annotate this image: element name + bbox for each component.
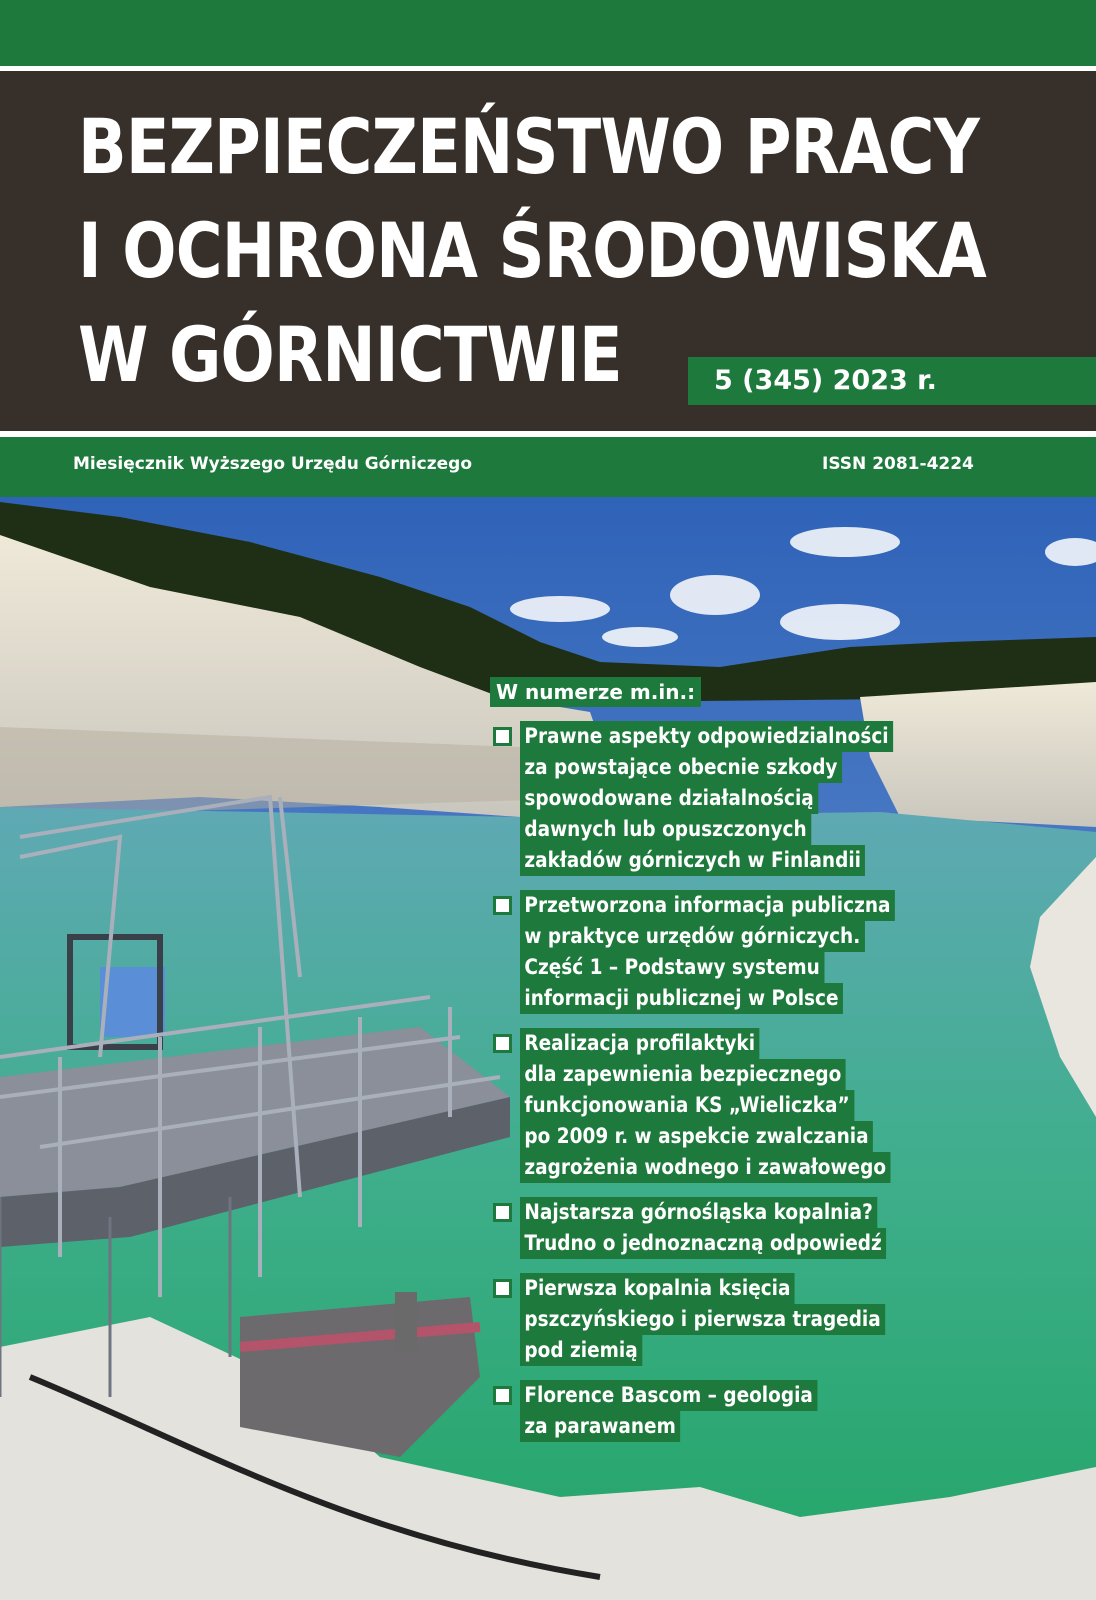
bullet-square-icon <box>496 1389 509 1402</box>
contents-item-line: zakładów górniczych w Finlandii <box>520 845 865 876</box>
contents-item-line: spowodowane działalnością <box>520 783 818 814</box>
top-green-band <box>0 0 1096 66</box>
issue-number: 5 (345) 2023 r. <box>688 357 1096 405</box>
contents-item-line: za powstające obecnie szkody <box>520 752 842 783</box>
contents-item <box>490 1380 1090 1442</box>
contents-item-line: Florence Bascom – geologia <box>520 1380 817 1411</box>
bullet-square-icon <box>496 899 509 912</box>
contents-item-line: Przetworzona informacja publiczna <box>520 890 895 921</box>
contents-item <box>490 1273 1090 1366</box>
contents-item-line: po 2009 r. w aspekcie zwalczania <box>520 1121 873 1152</box>
contents-item <box>490 1197 1090 1259</box>
contents-item-line: dla zapewnienia bezpiecznego <box>520 1059 846 1090</box>
contents-item-line: za parawanem <box>520 1411 680 1442</box>
subtitle: Miesięcznik Wyższego Urzędu Górniczego <box>73 454 473 474</box>
contents-item-line: w praktyce urzędów górniczych. <box>520 921 865 952</box>
contents-item-line: pod ziemią <box>520 1335 642 1366</box>
contents-heading: W numerze m.in.: <box>490 677 701 707</box>
title-line-2: I OCHRONA ŚRODOWISKA <box>78 206 986 295</box>
contents-item-line: Część 1 – Podstawy systemu <box>520 952 824 983</box>
contents-item <box>490 890 1090 1014</box>
issn: ISSN 2081-4224 <box>822 454 974 474</box>
bullet-square-icon <box>496 1282 509 1295</box>
info-band <box>0 437 1096 497</box>
contents-item <box>490 721 1090 876</box>
middle-separator <box>0 431 1096 436</box>
contents-item-line: informacji publicznej w Polsce <box>520 983 843 1014</box>
contents-item-line: Prawne aspekty odpowiedzialności <box>520 721 893 752</box>
contents-item-line: Realizacja profilaktyki <box>520 1028 759 1059</box>
contents-item-line: dawnych lub opuszczonych <box>520 814 811 845</box>
contents-item-line: Pierwsza kopalnia księcia <box>520 1273 795 1304</box>
contents-item <box>490 1028 1090 1183</box>
contents-item-line: Trudno o jednoznaczną odpowiedź <box>520 1228 886 1259</box>
bullet-square-icon <box>496 730 509 743</box>
title-line-1: BEZPIECZEŃSTWO PRACY <box>78 102 979 191</box>
contents-item-line: Najstarsza górnośląska kopalnia? <box>520 1197 877 1228</box>
bullet-square-icon <box>496 1206 509 1219</box>
contents-item-line: zagrożenia wodnego i zawałowego <box>520 1152 890 1183</box>
contents-item-line: pszczyńskiego i pierwsza tragedia <box>520 1304 885 1335</box>
bullet-square-icon <box>496 1037 509 1050</box>
contents-box <box>490 677 1090 1456</box>
contents-item-line: funkcjonowania KS „Wieliczka” <box>520 1090 854 1121</box>
title-line-3: W GÓRNICTWIE <box>78 310 622 399</box>
